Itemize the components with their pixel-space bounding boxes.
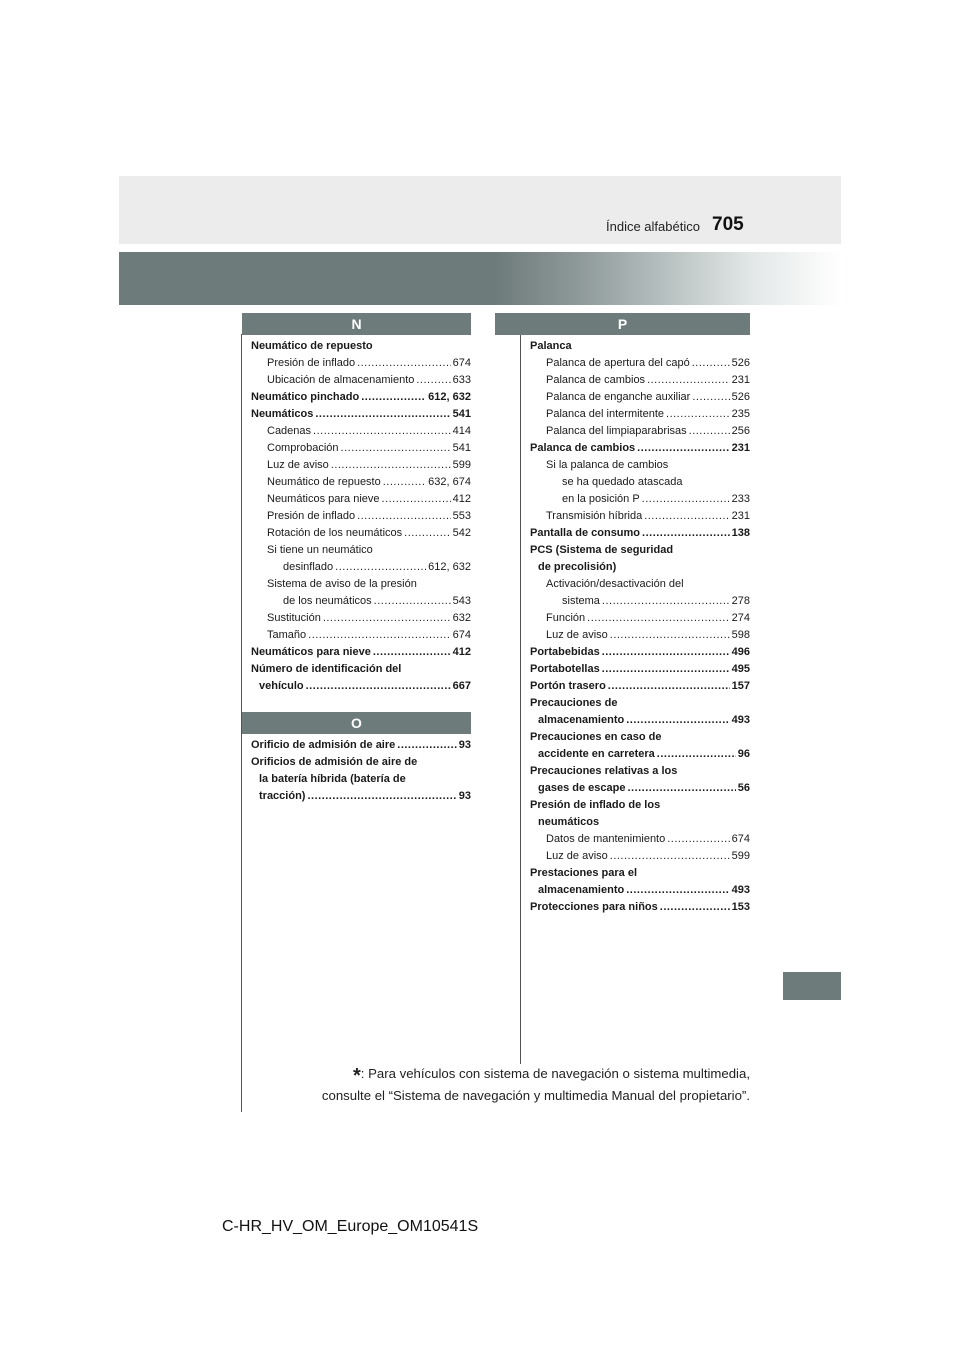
index-entry-label: almacenamiento (538, 714, 625, 726)
dot-leader (416, 372, 450, 389)
index-entry (251, 474, 471, 491)
dot-leader (627, 780, 735, 797)
index-entry-page[interactable]: 599 (452, 459, 471, 471)
index-entry-label: tracción) (259, 790, 306, 802)
index-entry-label: Sustitución (267, 612, 321, 624)
index-entry-label: Palanca de enganche auxiliar (546, 391, 691, 403)
index-entry-page[interactable]: 274 (731, 612, 750, 624)
dot-leader (357, 355, 451, 372)
index-entry-label: de los neumáticos (283, 595, 372, 607)
dot-leader (602, 644, 730, 661)
index-entry-page[interactable]: 612, 632 (428, 391, 471, 403)
index-entry (530, 491, 750, 508)
index-entry (530, 372, 750, 389)
index-entry-label: Precauciones relativas a los (530, 765, 678, 777)
index-entry (251, 678, 471, 695)
index-entry-label: Presión de inflado (267, 510, 356, 522)
index-entry (251, 737, 471, 754)
index-entry-label: Prestaciones para el (530, 867, 638, 879)
index-entry-label: neumáticos (538, 816, 600, 828)
index-entry (251, 389, 471, 406)
index-entry-label: Palanca de cambios (530, 442, 636, 454)
index-entry-label: Sistema de aviso de la presión (267, 578, 417, 590)
index-entry-label: Neumáticos para nieve (267, 493, 380, 505)
index-list-o (251, 737, 471, 805)
index-entry (530, 678, 750, 695)
index-entry (251, 610, 471, 627)
index-entry-page[interactable]: 231 (731, 374, 750, 386)
index-entry-page[interactable]: 138 (731, 527, 750, 539)
dot-leader (608, 678, 730, 695)
index-entry (251, 576, 471, 593)
index-entry (530, 848, 750, 865)
index-entry-page[interactable]: 542 (452, 527, 471, 539)
index-entry-page[interactable]: 526 (731, 391, 750, 403)
dot-leader (660, 899, 730, 916)
dot-leader (647, 372, 730, 389)
index-entry-page[interactable]: 493 (731, 884, 750, 896)
index-entry-label: Precauciones de (530, 697, 618, 709)
index-entry-label: Neumático pinchado (251, 391, 360, 403)
index-entry-page[interactable]: 674 (452, 357, 471, 369)
index-entry-label: Neumáticos para nieve (251, 646, 371, 658)
index-entry-label: Tamaño (267, 629, 307, 641)
index-entry-label: se ha quedado atascada (562, 476, 683, 488)
index-entry-label: Si la palanca de cambios (546, 459, 669, 471)
index-entry-label: Orificios de admisión de aire de (251, 756, 418, 768)
index-entry-page[interactable]: 93 (458, 790, 471, 802)
index-entry-label: Precauciones en caso de (530, 731, 662, 743)
index-entry-label: Presión de inflado de los (530, 799, 661, 811)
index-entry-page[interactable]: 553 (452, 510, 471, 522)
index-entry-page[interactable]: 153 (731, 901, 750, 913)
index-entry (530, 644, 750, 661)
index-entry (530, 746, 750, 763)
index-entry (530, 542, 750, 559)
dot-leader (357, 508, 451, 525)
index-entry-label: la batería híbrida (batería de (259, 773, 406, 785)
index-entry (251, 627, 471, 644)
index-entry (251, 593, 471, 610)
index-entry-label: Ubicación de almacenamiento (267, 374, 415, 386)
dot-leader (306, 678, 451, 695)
index-entry-page[interactable]: 414 (452, 425, 471, 437)
footnote (270, 1064, 750, 1105)
index-entry-page[interactable]: 526 (731, 357, 750, 369)
index-entry (530, 406, 750, 423)
index-entry-label: Portabotellas (530, 663, 600, 675)
index-entry-label: Datos de mantenimiento (546, 833, 666, 845)
section-header-n: N (242, 313, 471, 335)
index-entry-page[interactable]: 233 (731, 493, 750, 505)
index-entry (530, 729, 750, 746)
dot-leader (666, 406, 730, 423)
dot-leader (692, 355, 730, 372)
section-header-p: P (495, 313, 750, 335)
index-entry-label: Presión de inflado (267, 357, 356, 369)
index-entry-page[interactable]: 235 (731, 408, 750, 420)
index-entry-page[interactable]: 612, 632 (428, 561, 471, 573)
index-entry (251, 788, 471, 805)
dot-leader (404, 525, 451, 542)
index-entry (530, 695, 750, 712)
index-entry-label: Portabebidas (530, 646, 600, 658)
index-entry (530, 865, 750, 882)
index-entry (530, 627, 750, 644)
page-title: Índice alfabético (606, 219, 700, 234)
index-entry (530, 474, 750, 491)
index-entry (530, 712, 750, 729)
dot-leader (692, 389, 729, 406)
index-entry-label: gases de escape (538, 782, 626, 794)
index-entry-label: Portón trasero (530, 680, 606, 692)
index-entry-label: PCS (Sistema de seguridad (530, 544, 674, 556)
index-entry-label: desinflado (283, 561, 334, 573)
dot-leader (637, 440, 729, 457)
index-entry (251, 457, 471, 474)
index-entry-page[interactable]: 231 (731, 510, 750, 522)
index-entry (530, 457, 750, 474)
document-code: C-HR_HV_OM_Europe_OM10541S (222, 1218, 479, 1235)
index-entry-page[interactable]: 541 (452, 442, 471, 454)
index-entry-page[interactable]: 598 (731, 629, 750, 641)
index-entry (251, 771, 471, 788)
dot-leader (361, 389, 426, 406)
index-entry-label: Función (546, 612, 586, 624)
index-entry-label: Número de identificación del (251, 663, 402, 675)
index-entry-label: accidente en carretera (538, 748, 655, 760)
index-entry-page[interactable]: 496 (731, 646, 750, 658)
index-entry-label: sistema (562, 595, 600, 607)
index-entry-label: almacenamiento (538, 884, 625, 896)
index-entry (251, 559, 471, 576)
index-entry (530, 831, 750, 848)
column-divider-middle (520, 334, 521, 1064)
decorative-banner (119, 252, 841, 305)
index-entry (530, 814, 750, 831)
index-entry-label: Palanca de apertura del capó (546, 357, 690, 369)
index-entry (251, 542, 471, 559)
index-entry-label: Neumáticos (251, 408, 314, 420)
index-entry-page[interactable]: 157 (731, 680, 750, 692)
index-entry-label: Si tiene un neumático (267, 544, 373, 556)
index-entry (530, 508, 750, 525)
dot-leader (323, 610, 451, 627)
index-entry-page[interactable]: 599 (731, 850, 750, 862)
index-entry-page[interactable]: 56 (737, 782, 750, 794)
dot-leader (642, 525, 730, 542)
index-entry (530, 525, 750, 542)
index-entry (530, 593, 750, 610)
index-entry-page[interactable]: 256 (731, 425, 750, 437)
index-entry (251, 661, 471, 678)
dot-leader (626, 882, 729, 899)
index-entry-page[interactable]: 493 (731, 714, 750, 726)
index-entry-page[interactable]: 667 (452, 680, 471, 692)
index-entry-label: de precolisión) (538, 561, 617, 573)
index-entry (530, 440, 750, 457)
section-side-tab (783, 972, 841, 1000)
dot-leader (331, 457, 451, 474)
index-entry (530, 559, 750, 576)
index-entry-page[interactable]: 96 (737, 748, 750, 760)
footnote-marker: * (352, 1065, 361, 1087)
index-entry (530, 763, 750, 780)
page-number: 705 (712, 214, 744, 235)
dot-leader (341, 440, 451, 457)
index-entry-label: Luz de aviso (267, 459, 329, 471)
index-list-p (530, 338, 750, 916)
dot-leader (642, 491, 730, 508)
index-entry (530, 661, 750, 678)
footnote-line-1 (270, 1064, 750, 1086)
index-entry-label: Orificio de admisión de aire (251, 739, 396, 751)
index-entry (530, 797, 750, 814)
dot-leader (602, 593, 730, 610)
index-entry (530, 610, 750, 627)
index-entry (251, 491, 471, 508)
index-entry-page[interactable]: 541 (452, 408, 471, 420)
index-list-n (251, 338, 471, 695)
index-entry-label: Palanca del limpiaparabrisas (546, 425, 687, 437)
dot-leader (315, 406, 450, 423)
footnote-text-1: : Para vehículos con sistema de navegación o sistema multimedia, (360, 1066, 750, 1081)
index-entry (251, 406, 471, 423)
index-entry (251, 644, 471, 661)
index-entry (530, 423, 750, 440)
index-entry-label: Cadenas (267, 425, 312, 437)
index-entry-label: Palanca de cambios (546, 374, 646, 386)
index-entry-page[interactable]: 93 (458, 739, 471, 751)
index-entry (530, 899, 750, 916)
index-entry (251, 440, 471, 457)
index-entry-page[interactable]: 674 (731, 833, 750, 845)
dot-leader (373, 644, 451, 661)
index-entry-page[interactable]: 412 (452, 493, 471, 505)
index-entry (251, 338, 471, 355)
index-entry-page[interactable]: 231 (731, 442, 750, 454)
index-entry-page[interactable]: 412 (452, 646, 471, 658)
index-entry (251, 525, 471, 542)
dot-leader (383, 474, 426, 491)
index-entry (530, 882, 750, 899)
dot-leader (610, 848, 730, 865)
dot-leader (626, 712, 729, 729)
index-entry-label: Pantalla de consumo (530, 527, 641, 539)
index-entry-label: Luz de aviso (546, 629, 608, 641)
index-entry (251, 423, 471, 440)
index-entry (251, 508, 471, 525)
index-entry (530, 355, 750, 372)
dot-leader (374, 593, 451, 610)
index-entry (530, 338, 750, 355)
index-entry-page[interactable]: 495 (731, 663, 750, 675)
index-entry (251, 355, 471, 372)
index-entry-label: en la posición P (562, 493, 640, 505)
index-entry-label: vehículo (259, 680, 304, 692)
index-entry (530, 389, 750, 406)
section-header-o: O (242, 712, 471, 734)
dot-leader (313, 423, 451, 440)
index-entry-label: Comprobación (267, 442, 339, 454)
index-entry-label: Protecciones para niños (530, 901, 658, 913)
index-entry-page[interactable]: 543 (452, 595, 471, 607)
index-entry-label: Activación/desactivación del (546, 578, 684, 590)
dot-leader (657, 746, 736, 763)
dot-leader (397, 737, 456, 754)
index-entry (530, 780, 750, 797)
index-entry-label: Palanca (530, 340, 572, 352)
dot-leader (667, 831, 729, 848)
index-entry-label: Palanca del intermitente (546, 408, 665, 420)
footnote-line-2: consulte el “Sistema de navegación y multimedia Manual del propietario”. (321, 1088, 750, 1103)
index-entry-label: Neumático de repuesto (251, 340, 373, 352)
dot-leader (308, 627, 451, 644)
index-entry-page[interactable]: 633 (452, 374, 471, 386)
dot-leader (602, 661, 730, 678)
index-entry (251, 372, 471, 389)
index-entry (251, 754, 471, 771)
dot-leader (610, 627, 730, 644)
dot-leader (644, 508, 729, 525)
index-entry-page[interactable]: 632 (452, 612, 471, 624)
dot-leader (335, 559, 426, 576)
index-entry-label: Rotación de los neumáticos (267, 527, 403, 539)
index-entry-page[interactable]: 632, 674 (428, 476, 471, 488)
dot-leader (382, 491, 451, 508)
dot-leader (587, 610, 730, 627)
index-entry-label: Luz de aviso (546, 850, 608, 862)
dot-leader (307, 788, 456, 805)
index-entry-page[interactable]: 674 (452, 629, 471, 641)
index-entry-page[interactable]: 278 (731, 595, 750, 607)
index-entry (530, 576, 750, 593)
dot-leader (689, 423, 730, 440)
index-entry-label: Neumático de repuesto (267, 476, 381, 488)
index-entry-label: Transmisión híbrida (546, 510, 643, 522)
